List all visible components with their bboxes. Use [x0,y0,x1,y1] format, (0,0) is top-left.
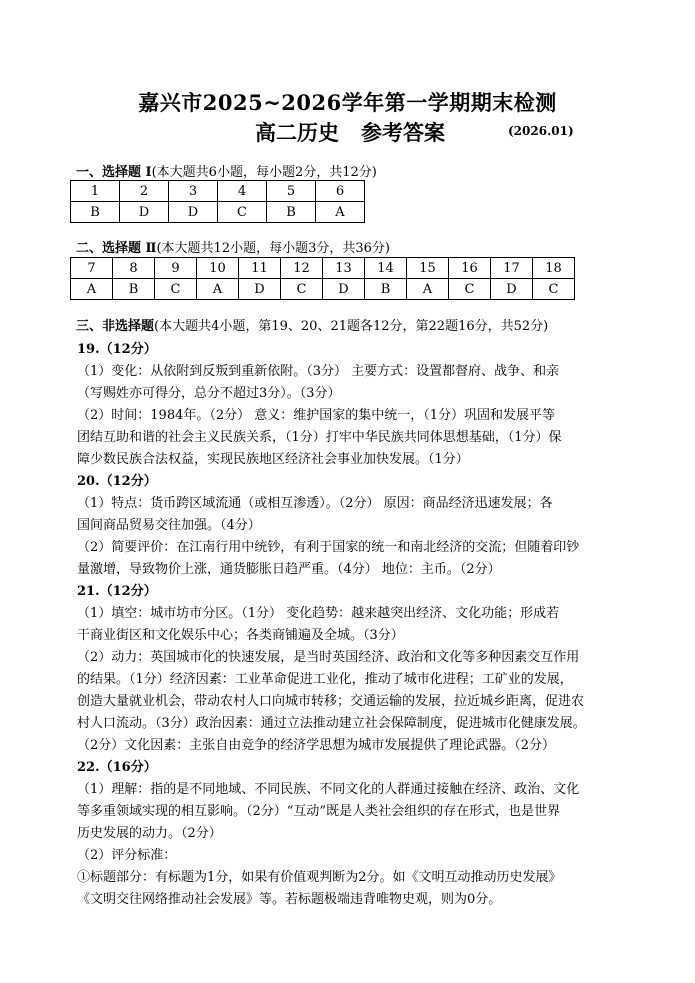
question-number: 8 [113,258,155,279]
question-number: 5 [267,181,316,202]
question-20-header: 20.（12分） [77,474,157,489]
answer-line: 量激增，导致物价上涨，通货膨胀日趋严重。（4分） 地位：主币。（2分） [77,562,501,577]
answer-cell: C [218,202,267,223]
answer-line: 《文明交往网络推动社会发展》等。若标题极端违背唯物史观，则为0分。 [77,892,502,907]
answer-cell: A [197,279,239,300]
answer-cell: D [323,279,365,300]
answer-line: （2分）文化因素：主张自由竞争的经济学思想为城市发展提供了理论武器。（2分） [77,738,556,753]
answer-line: （2）评分标准： [77,848,177,863]
answer-line: 村人口流动。（3分）政治因素：通过立法推动建立社会保障制度，促进城市化健康发展。 [77,716,586,731]
section1-heading [76,161,377,180]
answer-line: （写赐姓亦可得分，总分不超过3分）。（3分） [77,386,341,401]
question-number: 13 [323,258,365,279]
answer-cell: C [449,279,491,300]
answer-line: 干商业街区和文化娱乐中心；各类商铺遍及全城。（3分） [77,628,404,643]
section1-answer-table [70,180,365,223]
answer-line: （1）填空：城市坊市分区。（1分） 变化趋势：越来越突出经济、文化功能；形成若 [77,606,560,621]
answer-line: 创造大量就业机会，带动农村人口向城市转移；交通运输的发展，拉近城乡距离，促进农 [77,694,585,709]
question-number: 6 [316,181,365,202]
answer-line: 的结果。（1分）经济因素：工业革命促进工业化，推动了城市化进程；工矿业的发展， [77,672,573,687]
question-number: 1 [71,181,120,202]
question-number: 9 [155,258,197,279]
section3-title: 三、非选择题 [76,319,155,334]
question-number: 4 [218,181,267,202]
answer-cell: B [267,202,316,223]
section3-heading [76,315,548,334]
answer-line: （1）变化：从依附到反叛到重新依附。（3分） 主要方式：设置都督府、战争、和亲 [77,364,560,379]
answer-line: （1）理解：指的是不同地域、不同民族、不同文化的人群通过接触在经济、政治、文化 [77,782,580,797]
section2-heading [76,237,390,256]
question-19-header: 19.（12分） [77,342,157,357]
question-21-header: 21.（12分） [77,584,157,599]
question-number: 10 [197,258,239,279]
answer-line: ①标题部分：有标题为1分，如果有价值观判断为2分。如《文明互动推动历史发展》 [77,870,562,885]
table-row [71,279,575,300]
answer-cell: C [155,279,197,300]
answer-cell: B [365,279,407,300]
table-row [71,258,575,279]
page-title: 嘉兴市2025~2026学年第一学期期末检测 [138,90,557,115]
answer-line: （1）特点：货币跨区域流通（或相互渗透）。（2分） 原因：商品经济迅速发展；各 [77,496,553,511]
section3-note: (本大题共4小题，第19、20、21题各12分，第22题16分，共52分) [154,319,549,334]
answer-line: 障少数民族合法权益，实现民族地区经济社会事业加快发展。（1分） [77,452,469,467]
answer-cell: B [113,279,155,300]
answer-cell: D [169,202,218,223]
answer-label: 参考答案 [361,120,445,145]
answer-line: 等多重领域实现的相互影响。（2分）“互动”既是人类社会组织的存在形式，也是世界 [77,804,561,819]
answer-cell: D [120,202,169,223]
answer-line: 团结互助和谐的社会主义民族关系，（1分）打牢中华民族共同体思想基础，（1分）保 [77,430,562,445]
exam-date: (2026.01) [508,124,574,138]
answer-line: 国间商品贸易交往加强。（4分） [77,518,261,533]
question-number: 12 [281,258,323,279]
question-number: 17 [491,258,533,279]
answer-cell: D [239,279,281,300]
answer-line: （2）时间：1984年。（2分） 意义：维护国家的集中统一，（1分）巩固和发展平等 [77,408,556,423]
question-number: 14 [365,258,407,279]
answer-cell: C [533,279,575,300]
question-number: 11 [239,258,281,279]
answer-cell: A [407,279,449,300]
table-row [71,202,365,223]
question-number: 16 [449,258,491,279]
question-number: 18 [533,258,575,279]
section2-note: (本大题共12小题，每小题3分，共36分) [156,241,390,256]
section1-note: (本大题共6小题，每小题2分，共12分) [151,165,377,180]
answer-line: 历史发展的动力。（2分） [77,826,222,841]
question-22-header: 22.（16分） [77,760,157,775]
question-number: 2 [120,181,169,202]
section2-title: 二、选择题 Ⅱ [76,241,157,256]
answer-line: （2）动力：英国城市化的快速发展，是当时英国经济、政治和文化等多种因素交互作用 [77,650,580,665]
question-number: 15 [407,258,449,279]
section2-answer-table [70,257,575,300]
question-number: 7 [71,258,113,279]
section1-title: 一、选择题 Ⅰ [76,165,152,180]
answer-cell: B [71,202,120,223]
question-number: 3 [169,181,218,202]
answer-cell: D [491,279,533,300]
answer-line: （2）简要评价：在江南行用中统钞，有利于国家的统一和南北经济的交流；但随着印钞 [77,540,580,555]
page-subtitle [255,117,445,147]
subject-label: 高二历史 [255,120,339,145]
answer-cell: A [316,202,365,223]
answer-cell: C [281,279,323,300]
table-row [71,181,365,202]
answer-cell: A [71,279,113,300]
